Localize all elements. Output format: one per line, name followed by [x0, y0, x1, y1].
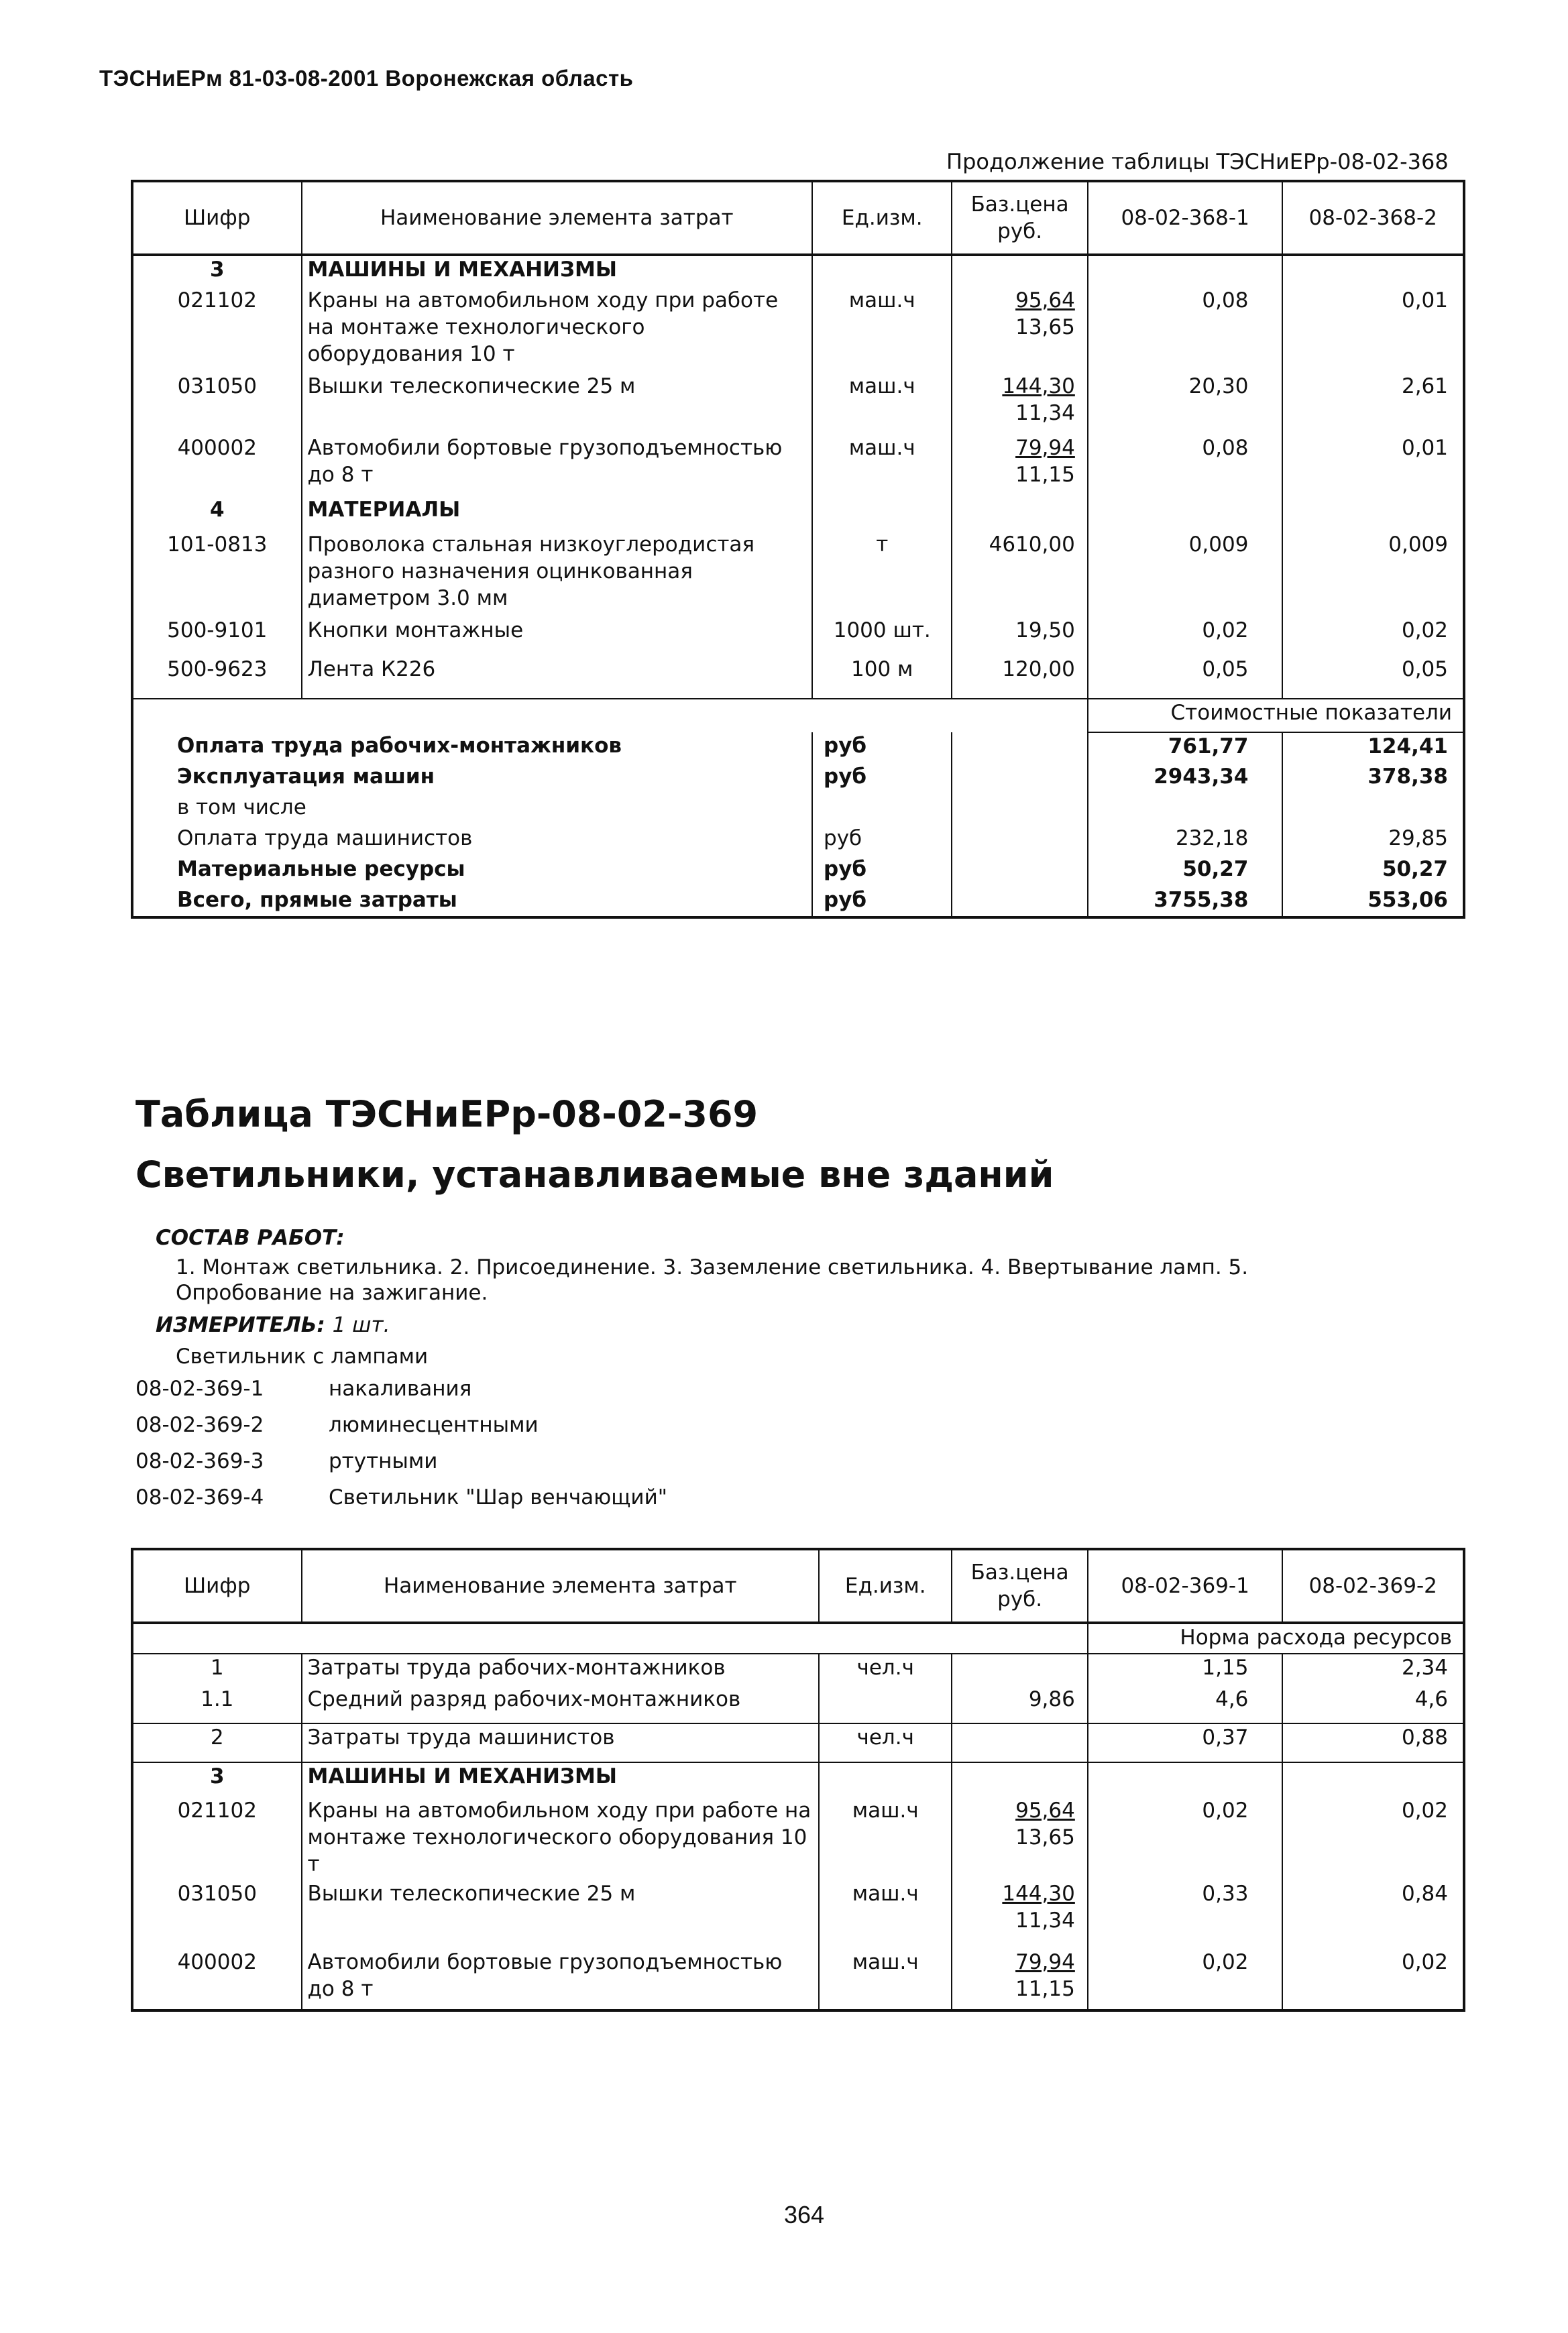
header-col1: 08-02-368-1 [1088, 181, 1283, 255]
cost-value-2: 553,06 [1367, 888, 1448, 912]
row-code: 2 [132, 1723, 302, 1762]
row-price [952, 373, 1087, 435]
works-line-1: 1. Монтаж светильника. 2. Присоединение. 3. Заземление светильника. 4. Ввертывание ламп. 5. [176, 1255, 1249, 1279]
norm-header: Норма расхода ресурсов [1088, 1623, 1464, 1654]
table-row [132, 496, 1464, 531]
row-value-2: 4,6 [1414, 1687, 1448, 1711]
row-price [952, 1797, 1087, 1880]
row-code: 3 [132, 255, 302, 287]
cost-value-1: 761,77 [1088, 732, 1283, 763]
row-price [952, 1762, 1087, 1797]
row-name: Затраты труда рабочих-монтажников [302, 1654, 820, 1686]
row-unit [819, 1762, 952, 1797]
cost-value-1: 3755,38 [1088, 887, 1283, 917]
row-price [952, 255, 1087, 287]
cost-spacer [952, 763, 1087, 794]
table-row [132, 1797, 1464, 1880]
row-name: Вышки телескопические 25 м [302, 373, 813, 435]
meter-line [156, 1313, 390, 1337]
resource-table-368 [131, 180, 1465, 919]
cost-unit: руб [812, 825, 952, 856]
row-value-1: 0,37 [1088, 1723, 1283, 1762]
table-continuation-caption: Продолжение таблицы ТЭСНиЕРр-08-02-368 [946, 149, 1449, 174]
row-name: Краны на автомобильном ходу при работе на монтаже технологического оборудования 10 т [302, 1797, 820, 1880]
row-value-2: 0,01 [1401, 436, 1448, 460]
meter-value: 1 шт. [332, 1313, 390, 1337]
table-row [132, 1686, 1464, 1723]
cost-label: Эксплуатация машин [132, 763, 812, 794]
header-col1: 08-02-369-1 [1088, 1549, 1283, 1623]
row-code: 1 [132, 1654, 302, 1686]
table-row [132, 373, 1464, 435]
row-name: Средний разряд рабочих-монтажников [302, 1686, 820, 1723]
row-value-1 [1088, 1762, 1283, 1797]
row-price [952, 496, 1087, 531]
row-name: МАШИНЫ И МЕХАНИЗМЫ [302, 255, 813, 287]
cost-value-1: 50,27 [1088, 856, 1283, 887]
row-unit: чел.ч [819, 1723, 952, 1762]
header-col2: 08-02-369-2 [1308, 1574, 1437, 1598]
row-price [952, 1880, 1087, 1949]
cost-label: Всего, прямые затраты [132, 887, 812, 917]
price-base: 79,94 [1015, 1950, 1075, 1974]
row-name: Лента К226 [302, 656, 813, 699]
row-unit: 1000 шт. [812, 617, 952, 656]
cost-value-1 [1088, 794, 1283, 825]
price-base: 79,94 [1015, 436, 1075, 460]
cost-unit [812, 794, 952, 825]
row-value-2: 2,61 [1401, 374, 1448, 398]
cost-spacer [952, 732, 1087, 763]
row-name: Проволока стальная низкоуглеродистая разного назначения оцинкованная диаметром 3.0 мм [302, 531, 813, 617]
row-value-1: 0,08 [1088, 287, 1283, 373]
cost-row [132, 763, 1464, 794]
variant-code: 08-02-369-2 [135, 1413, 264, 1437]
variant-name: накаливания [329, 1377, 472, 1401]
variant-name: люминесцентными [329, 1413, 539, 1437]
row-unit: маш.ч [812, 373, 952, 435]
price-salary: 11,34 [1015, 1909, 1075, 1933]
row-value-1: 1,15 [1088, 1654, 1283, 1686]
variant-name: Светильник "Шар венчающий" [329, 1485, 667, 1510]
row-value-2: 2,34 [1401, 1656, 1448, 1680]
cost-row [132, 825, 1464, 856]
table-row [132, 1654, 1464, 1686]
row-unit: т [812, 531, 952, 617]
row-value-2 [1282, 1762, 1464, 1797]
lamp-heading: Светильник с лампами [176, 1345, 429, 1369]
row-code: 400002 [132, 435, 302, 496]
row-code: 3 [132, 1762, 302, 1797]
cost-value-2: 124,41 [1367, 734, 1448, 758]
row-unit: маш.ч [819, 1880, 952, 1949]
row-unit [812, 496, 952, 531]
row-value-1: 20,30 [1088, 373, 1283, 435]
row-unit [812, 255, 952, 287]
cost-spacer [952, 856, 1087, 887]
row-unit: маш.ч [812, 435, 952, 496]
row-unit: маш.ч [819, 1949, 952, 2010]
row-unit: маш.ч [819, 1797, 952, 1880]
row-price [952, 1686, 1087, 1723]
table-row [132, 255, 1464, 287]
row-value-2: 0,05 [1401, 657, 1448, 681]
table-row [132, 1723, 1464, 1762]
header-code: Шифр [132, 1549, 302, 1623]
works-label: СОСТАВ РАБОТ: [156, 1226, 345, 1250]
row-price [952, 287, 1087, 373]
cost-value-1: 232,18 [1088, 825, 1283, 856]
table-row [132, 656, 1464, 699]
header-name: Наименование элемента затрат [302, 1549, 820, 1623]
row-name: МАШИНЫ И МЕХАНИЗМЫ [302, 1762, 820, 1797]
row-name: Кнопки монтажные [302, 617, 813, 656]
price-base: 95,64 [1015, 1799, 1075, 1823]
row-price [952, 531, 1087, 617]
row-value-1: 0,05 [1088, 656, 1283, 699]
row-value-1: 4,6 [1088, 1686, 1283, 1723]
price-base: 19,50 [1015, 618, 1075, 642]
price-base: 144,30 [1002, 374, 1075, 398]
row-value-1 [1088, 496, 1283, 531]
row-name: Вышки телескопические 25 м [302, 1880, 820, 1949]
row-value-1: 0,33 [1088, 1880, 1283, 1949]
cost-row [132, 794, 1464, 825]
cost-value-1: 2943,34 [1088, 763, 1283, 794]
cost-spacer [952, 825, 1087, 856]
row-value-1 [1088, 255, 1283, 287]
table-subtitle: Светильники, устанавливаемые вне зданий [135, 1153, 1054, 1196]
cost-value-2 [1282, 794, 1464, 825]
price-salary: 11,15 [1015, 463, 1075, 487]
row-unit: 100 м [812, 656, 952, 699]
table-row [132, 617, 1464, 656]
price-base: 95,64 [1015, 288, 1075, 312]
row-code: 031050 [132, 373, 302, 435]
row-unit: маш.ч [812, 287, 952, 373]
price-base: 144,30 [1002, 1882, 1075, 1906]
price-base: 120,00 [1002, 657, 1075, 681]
row-value-1: 0,02 [1088, 1797, 1283, 1880]
row-price [952, 435, 1087, 496]
table-row [132, 435, 1464, 496]
header-price: Баз.цена руб. [952, 181, 1087, 255]
cost-value-2: 378,38 [1367, 764, 1448, 789]
table-row [132, 287, 1464, 373]
row-value-2: 0,02 [1401, 1950, 1448, 1974]
cost-spacer [952, 794, 1087, 825]
header-code: Шифр [132, 181, 302, 255]
row-price [952, 1723, 1087, 1762]
cost-row [132, 732, 1464, 763]
cost-unit: руб [812, 732, 952, 763]
row-code: 500-9101 [132, 617, 302, 656]
meter-label: ИЗМЕРИТЕЛЬ: [156, 1313, 325, 1337]
row-name: Автомобили бортовые грузоподъемностью до 8 т [302, 1949, 820, 2010]
row-name: Затраты труда машинистов [302, 1723, 820, 1762]
row-value-2: 0,84 [1401, 1882, 1448, 1906]
row-value-2: 0,88 [1282, 1723, 1464, 1762]
resource-table-369 [131, 1548, 1465, 2012]
header-price: Баз.цена руб. [952, 1549, 1087, 1623]
row-value-2: 0,009 [1388, 532, 1448, 557]
row-value-1: 0,02 [1088, 617, 1283, 656]
row-value-2 [1282, 496, 1464, 531]
cost-header: Стоимостные показатели [1088, 699, 1464, 732]
cost-label: в том числе [132, 794, 812, 825]
header-col2: 08-02-368-2 [1282, 181, 1464, 255]
table-title: Таблица ТЭСНиЕРр-08-02-369 [135, 1093, 759, 1135]
row-code: 1.1 [132, 1686, 302, 1723]
row-name: Краны на автомобильном ходу при работе на монтаже технологического оборудования 10 т [302, 287, 813, 373]
variant-code: 08-02-369-3 [135, 1449, 264, 1473]
row-value-2 [1282, 255, 1464, 287]
row-code: 031050 [132, 1880, 302, 1949]
row-price [952, 656, 1087, 699]
variant-name: ртутными [329, 1449, 438, 1473]
row-value-2: 0,02 [1401, 1799, 1448, 1823]
header-unit: Ед.изм. [819, 1549, 952, 1623]
table-row [132, 1880, 1464, 1949]
cost-label: Материальные ресурсы [132, 856, 812, 887]
page-number: 364 [784, 2201, 825, 2228]
row-name: Автомобили бортовые грузоподъемностью до 8 т [302, 435, 813, 496]
price-base: 9,86 [1028, 1687, 1075, 1711]
cost-label: Оплата труда машинистов [132, 825, 812, 856]
cost-spacer [952, 887, 1087, 917]
price-salary: 11,15 [1015, 1977, 1075, 2001]
row-code: 400002 [132, 1949, 302, 2010]
variant-code: 08-02-369-4 [135, 1485, 264, 1510]
row-code: 021102 [132, 287, 302, 373]
row-value-1: 0,009 [1088, 531, 1283, 617]
page-header: ТЭСНиЕРм 81-03-08-2001 Воронежская область [99, 66, 634, 91]
price-salary: 13,65 [1015, 1825, 1075, 1850]
cost-unit: руб [812, 856, 952, 887]
row-value-1: 0,02 [1088, 1949, 1283, 2010]
table-row [132, 1949, 1464, 2010]
header-name: Наименование элемента затрат [302, 181, 813, 255]
cost-row [132, 856, 1464, 887]
cost-label: Оплата труда рабочих-монтажников [132, 732, 812, 763]
row-value-1: 0,08 [1088, 435, 1283, 496]
row-unit [819, 1686, 952, 1723]
row-price [952, 1654, 1087, 1686]
price-salary: 11,34 [1015, 401, 1075, 425]
row-code: 500-9623 [132, 656, 302, 699]
row-name: МАТЕРИАЛЫ [302, 496, 813, 531]
cost-row [132, 887, 1464, 917]
cost-value-2: 50,27 [1382, 857, 1448, 881]
row-code: 4 [132, 496, 302, 531]
row-price [952, 617, 1087, 656]
cost-value-2: 29,85 [1388, 826, 1448, 850]
price-salary: 13,65 [1015, 315, 1075, 339]
row-unit: чел.ч [819, 1654, 952, 1686]
row-code: 021102 [132, 1797, 302, 1880]
table-row [132, 1762, 1464, 1797]
price-base: 4610,00 [989, 532, 1075, 557]
cost-unit: руб [812, 763, 952, 794]
row-value-2: 0,02 [1401, 618, 1448, 642]
row-price [952, 1949, 1087, 2010]
row-value-2: 0,01 [1401, 288, 1448, 312]
variant-code: 08-02-369-1 [135, 1377, 264, 1401]
works-line-2: Опробование на зажигание. [176, 1281, 488, 1305]
header-unit: Ед.изм. [812, 181, 952, 255]
table-row [132, 531, 1464, 617]
row-code: 101-0813 [132, 531, 302, 617]
cost-unit: руб [812, 887, 952, 917]
